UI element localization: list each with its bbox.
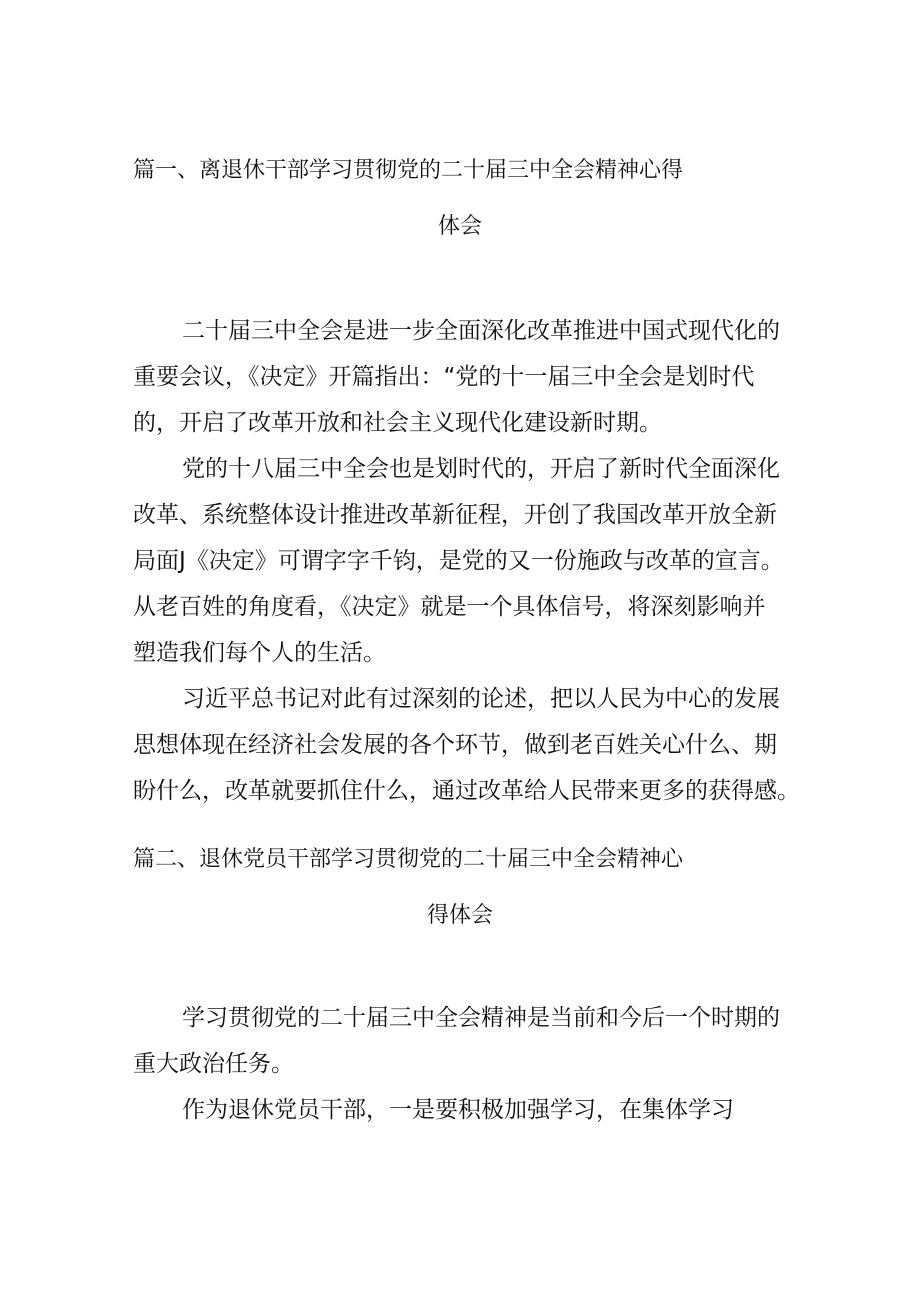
section1-paragraph3-line3: 盼什么，改革就要抓住什么，通过改革给人民带来更多的获得感。 bbox=[133, 778, 800, 804]
section1-paragraph1-line3: 的，开启了改革开放和社会主义现代化建设新时期。 bbox=[133, 410, 662, 436]
section1-paragraph3-line2: 思想体现在经济社会发展的各个环节，做到老百姓关心什么、期 bbox=[133, 732, 777, 758]
section1-paragraph2-line4: 从老百姓的角度看，《决定》就是一个具体信号，将深刻影响并 bbox=[133, 594, 766, 620]
section1-paragraph1-line1: 二十届三中全会是进一步全面深化改革推进中国式现代化的 bbox=[182, 318, 780, 344]
section2-paragraph2-line1: 作为退休党员干部，一是要积极加强学习，在集体学习 bbox=[182, 1097, 734, 1123]
section1-paragraph2-line5: 塑造我们每个人的生活。 bbox=[133, 640, 386, 666]
section1-title-line1: 篇一、离退休干部学习贯彻党的二十届三中全会精神心得 bbox=[133, 158, 684, 183]
section1-title-line2: 体会 bbox=[437, 214, 482, 239]
section1-paragraph2-line1: 党的十八届三中全会也是划时代的，开启了新时代全面深化 bbox=[182, 456, 780, 482]
section2-title-line2: 得体会 bbox=[426, 903, 493, 928]
section2-title-line1: 篇二、退休党员干部学习贯彻党的二十届三中全会精神心 bbox=[133, 847, 684, 872]
section2-paragraph1-line2: 重大政治任务。 bbox=[133, 1051, 294, 1077]
section1-paragraph1-line2: 重要会议，《决定》开篇指出：“党的十一届三中全会是划时代 bbox=[133, 364, 755, 390]
section1-paragraph3-line1: 习近平总书记对此有过深刻的论述，把以人民为中心的发展 bbox=[182, 686, 780, 712]
section2-paragraph1-line1: 学习贯彻党的二十届三中全会精神是当前和今后一个时期的 bbox=[182, 1005, 780, 1031]
section1-paragraph2-line3: 局面J《决定》可谓字字千钧，是党的又一份施政与改革的宣言。 bbox=[133, 548, 784, 574]
section1-paragraph2-line2: 改革、系统整体设计推进改革新征程，开创了我国改革开放全新 bbox=[133, 502, 777, 528]
